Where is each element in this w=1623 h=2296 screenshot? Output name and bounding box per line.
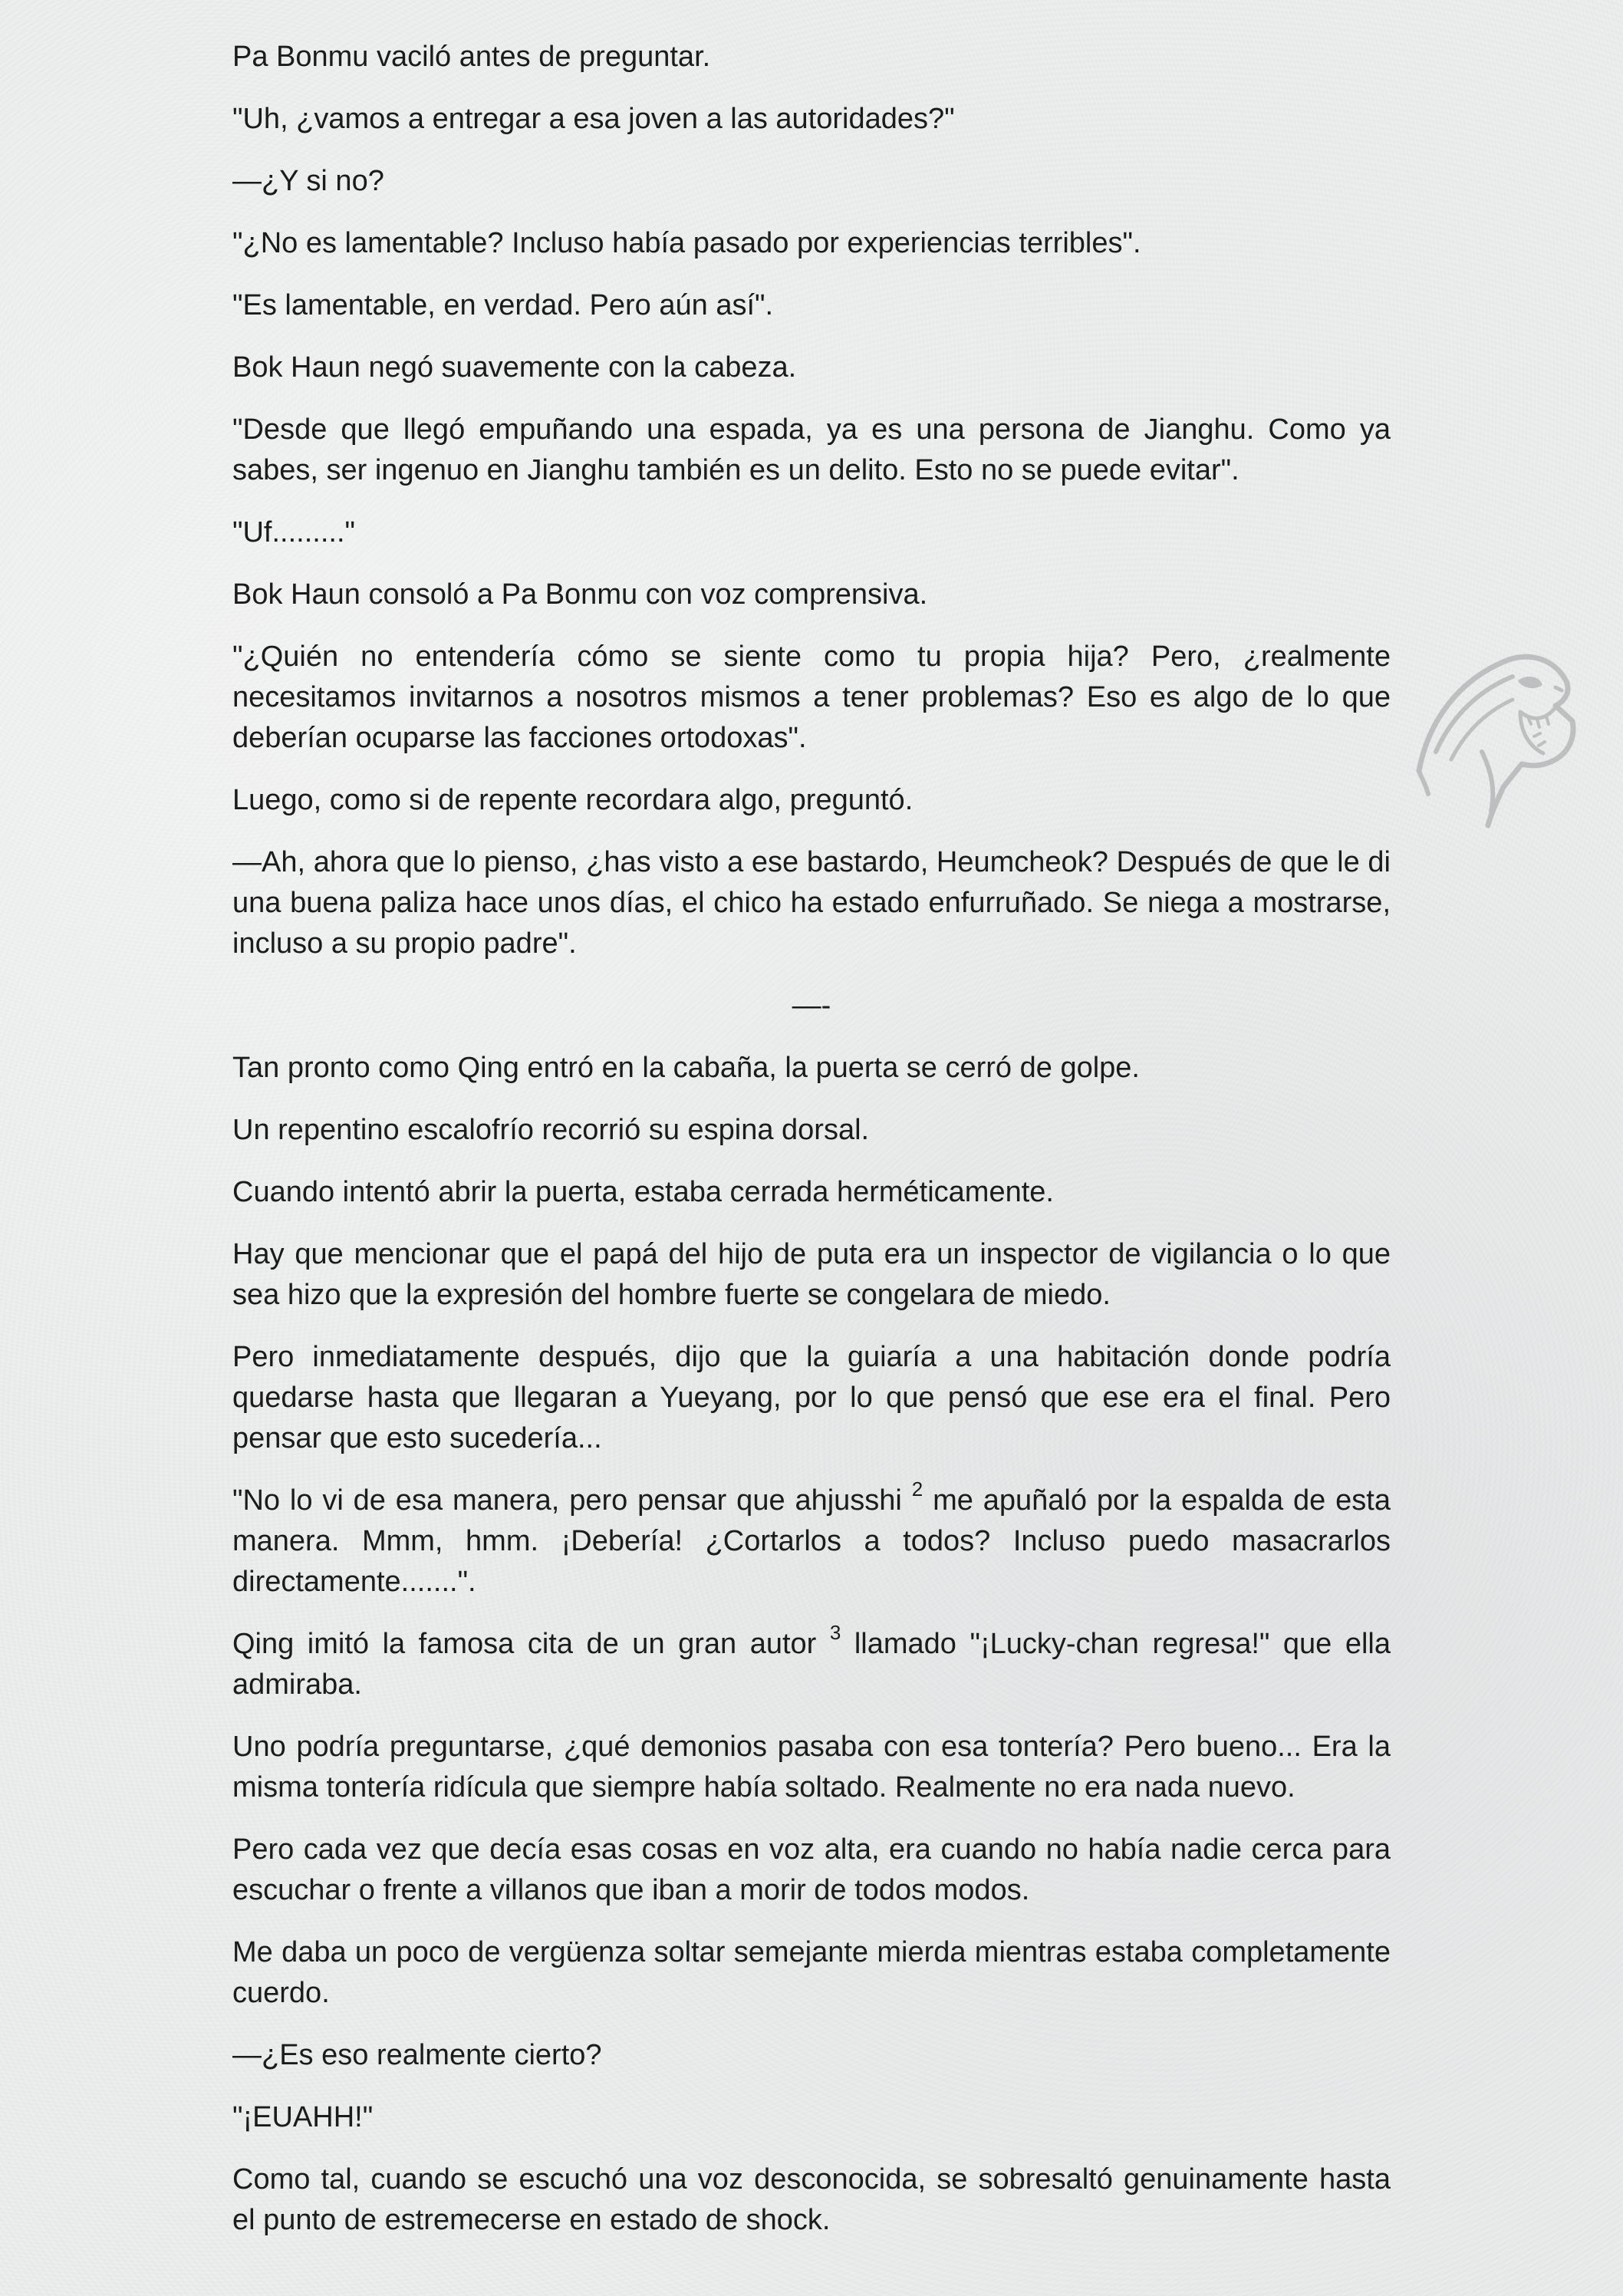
paragraph-q01: Tan pronto como Qing entró en la cabaña, la puerta se cerró de golpe.: [232, 1052, 1140, 1084]
paragraph-footnote-2: [232, 1477, 1391, 1603]
paragraph-r01: Uno podría preguntarse, ¿qué demonios pasaba con esa tontería? Pero bueno... Era la misma tontería ridícula que siempre había soltado. Realmente no era nada nuevo.: [232, 1731, 1391, 1804]
paragraph-p11: Luego, como si de repente recordara algo, preguntó.: [232, 784, 914, 816]
paragraph-p06: Bok Haun negó suavemente con la cabeza.: [232, 351, 797, 384]
document-page: [232, 37, 1391, 2262]
paragraph-p02: "Uh, ¿vamos a entregar a esa joven a las autoridades?": [232, 103, 955, 135]
footnote-ref-3[interactable]: 3: [829, 1621, 841, 1645]
paragraph-r05: "¡EUAHH!": [232, 2101, 374, 2133]
paragraph-r06: Como tal, cuando se escuchó una voz desconocida, se sobresaltó genuinamente hasta el punto de estremecerse en estado de shock.: [232, 2163, 1391, 2236]
paragraph-q03: Cuando intentó abrir la puerta, estaba cerrada herméticamente.: [232, 1176, 1054, 1208]
paragraph-text-before: Qing imitó la famosa cita de un gran autor: [232, 1628, 830, 1660]
paragraph-q02: Un repentino escalofrío recorrió su espina dorsal.: [232, 1114, 870, 1146]
paragraph-r03: Me daba un poco de vergüenza soltar semejante mierda mientras estaba completamente cuerdo.: [232, 1936, 1391, 2009]
paragraph-p09: Bok Haun consoló a Pa Bonmu con voz comprensiva.: [232, 578, 928, 611]
paragraph-text-after: me apuñaló por la espalda de esta manera. Mmm, hmm. ¡Debería! ¿Cortarlos a todos? Incluso puedo masacrarlos directamente.......".: [232, 1484, 1391, 1598]
paragraph-p01: Pa Bonmu vaciló antes de preguntar.: [232, 41, 711, 73]
paragraph-p03: —¿Y si no?: [232, 165, 384, 197]
paragraph-text-before: "No lo vi de esa manera, pero pensar que ahjusshi: [232, 1484, 912, 1517]
paragraph-p07: "Desde que llegó empuñando una espada, ya es una persona de Jianghu. Como ya sabes, ser ingenuo en Jianghu también es un delito. Esto no se puede evitar".: [232, 413, 1391, 486]
paragraph-r04: —¿Es eso realmente cierto?: [232, 2039, 602, 2071]
dinosaur-head-icon: [1405, 637, 1582, 828]
paragraph-p12: —Ah, ahora que lo pienso, ¿has visto a ese bastardo, Heumcheok? Después de que le di una buena paliza hace unos días, el chico ha estado enfurruñado. Se niega a mostrarse, incluso a su propio padre".: [232, 846, 1391, 960]
paragraph-p04: "¿No es lamentable? Incluso había pasado por experiencias terribles".: [232, 227, 1141, 259]
section-separator: —-: [792, 990, 831, 1022]
paragraph-q04: Hay que mencionar que el papá del hijo de puta era un inspector de vigilancia o lo que sea hizo que la expresión del hombre fuerte se congelara de miedo.: [232, 1238, 1391, 1311]
paragraph-p05: "Es lamentable, en verdad. Pero aún así".: [232, 289, 774, 321]
paragraph-r02: Pero cada vez que decía esas cosas en voz alta, era cuando no había nadie cerca para escuchar o frente a villanos que iban a morir de todos modos.: [232, 1833, 1391, 1906]
paragraph-footnote-3: [232, 1621, 1391, 1705]
paragraph-q05: Pero inmediatamente después, dijo que la guiaría a una habitación donde podría quedarse hasta que llegaran a Yueyang, por lo que pensó que ese era el final. Pero pensar que esto sucedería...: [232, 1341, 1391, 1454]
paragraph-p08: "Uf.........": [232, 516, 355, 548]
paragraph-p10: "¿Quién no entendería cómo se siente como tu propia hija? Pero, ¿realmente necesitamos invitarnos a nosotros mismos a tener problemas? Eso es algo de lo que deberían ocuparse las facciones ortodoxas".: [232, 641, 1391, 754]
footnote-ref-2[interactable]: 2: [911, 1477, 923, 1501]
paragraph-text-after: llamado "¡Lucky-chan regresa!" que ella admiraba.: [232, 1628, 1391, 1701]
